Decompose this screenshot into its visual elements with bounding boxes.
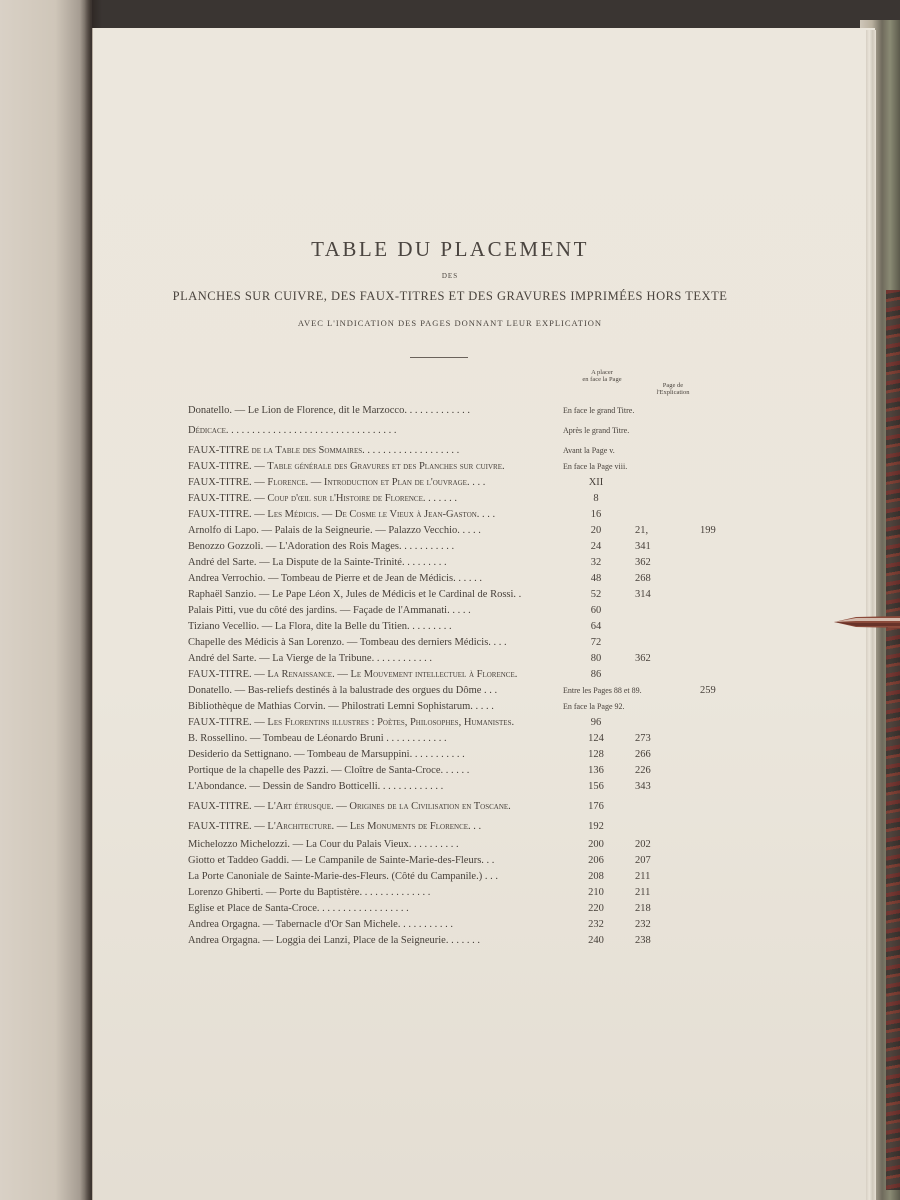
table-row <box>188 540 708 554</box>
table-row <box>188 684 716 698</box>
entry-title: FAUX-TITRE. — Florence. — Introduction et Plan de l'ouvrage. . . . <box>188 477 486 488</box>
placement-page: 208 <box>588 871 604 882</box>
entry-title: Bibliothèque de Mathias Corvin. — Philostrati Lemni Sophistarum. . . . . <box>188 701 494 712</box>
placement-page: 96 <box>590 717 602 728</box>
entry-title: FAUX-TITRE. — L'Architecture. — Les Monuments de Florence. . . <box>188 821 482 832</box>
title-divider <box>410 357 468 358</box>
placement-page: 232 <box>588 919 604 930</box>
table-row <box>188 492 708 506</box>
placement-page: 24 <box>590 541 602 552</box>
placement-page: Entre les Pages 88 et 89. <box>563 686 642 695</box>
table-row <box>188 780 708 794</box>
entry-title: Palais Pitti, vue du côté des jardins. — Façade de l'Ammanati. . . . . <box>188 605 471 616</box>
entry-title: Eglise et Place de Santa-Croce. . . . . . . . . . . . . . . . . . <box>188 903 409 914</box>
entry-title: Tiziano Vecellio. — La Flora, dite la Belle du Titien. . . . . . . . . <box>188 621 452 632</box>
explanation-page: 211 <box>635 887 651 898</box>
placement-page: En face la Page viii. <box>563 462 628 471</box>
explanation-page: 268 <box>635 573 651 584</box>
entry-title: André del Sarte. — La Dispute de la Sainte-Trinité. . . . . . . . . <box>188 557 447 568</box>
placement-page: 16 <box>590 509 602 520</box>
placement-page: En face le grand Titre. <box>563 406 635 415</box>
table-row <box>188 508 708 522</box>
explanation-page-extra: 199 <box>700 525 716 536</box>
column-header-explanation <box>643 382 703 396</box>
page-subline: AVEC L'INDICATION DES PAGES DONNANT LEUR EXPLICATION <box>297 318 603 328</box>
table-row <box>188 800 708 814</box>
placement-page: En face la Page 92. <box>563 702 625 711</box>
column-header-explanation-line1: Page de <box>662 382 684 389</box>
table-row <box>188 886 708 900</box>
explanation-page: 202 <box>635 839 651 850</box>
entry-title: Andrea Verrochio. — Tombeau de Pierre et de Jean de Médicis. . . . . . <box>188 573 482 584</box>
page-subtitle: PLANCHES SUR CUIVRE, DES FAUX-TITRES ET DES GRAVURES IMPRIMÉES HORS TEXTE <box>172 289 728 303</box>
entry-title: Donatello. — Le Lion de Florence, dit le Marzocco. . . . . . . . . . . . . <box>188 405 470 416</box>
table-row <box>188 524 716 538</box>
placement-page: 200 <box>588 839 604 850</box>
explanation-page: 362 <box>635 653 651 664</box>
placement-page: XII <box>588 477 604 488</box>
entry-title: La Porte Canoniale de Sainte-Marie-des-Fleurs. (Côté du Campanile.) . . . <box>188 871 498 882</box>
placement-page: 72 <box>590 637 602 648</box>
entry-title: André del Sarte. — La Vierge de la Tribune. . . . . . . . . . . . <box>188 653 432 664</box>
explanation-page: 211 <box>635 871 651 882</box>
title-connector: DES <box>441 272 459 280</box>
table-row <box>188 404 708 418</box>
placement-page: 48 <box>590 573 602 584</box>
entry-title: Arnolfo di Lapo. — Palais de la Seigneurie. — Palazzo Vecchio. . . . . <box>188 525 481 536</box>
placement-page: 86 <box>590 669 602 680</box>
table-row <box>188 838 708 852</box>
table-row <box>188 572 708 586</box>
entry-title: FAUX-TITRE. — Les Florentins illustres : Poètes, Philosophes, Humanistes. <box>188 717 515 728</box>
placement-page: 80 <box>590 653 602 664</box>
table-row <box>188 870 708 884</box>
placement-page: 8 <box>593 493 599 504</box>
entry-title: FAUX-TITRE. — L'Art étrusque. — Origines de la Civilisation en Toscane. <box>188 801 511 812</box>
table-row <box>188 636 708 650</box>
table-row <box>188 556 708 570</box>
column-header-placement <box>572 369 632 383</box>
entry-title: B. Rossellino. — Tombeau de Léonardo Bruni . . . . . . . . . . . . <box>188 733 447 744</box>
entry-title: Giotto et Taddeo Gaddi. — Le Campanile de Sainte-Marie-des-Fleurs. . . <box>188 855 495 866</box>
placement-page: 52 <box>590 589 602 600</box>
table-row <box>188 460 708 474</box>
entry-title: Raphaël Sanzio. — Le Pape Léon X, Jules de Médicis et le Cardinal de Rossi. . <box>188 589 522 600</box>
entry-title: Donatello. — Bas-reliefs destinés à la balustrade des orgues du Dôme . . . <box>188 685 498 696</box>
entry-title: Benozzo Gozzoli. — L'Adoration des Rois Mages. . . . . . . . . . . <box>188 541 455 552</box>
table-row <box>188 424 708 438</box>
explanation-page: 207 <box>635 855 651 866</box>
table-row <box>188 934 708 948</box>
placement-page: 20 <box>590 525 602 536</box>
table-row <box>188 444 708 458</box>
table-row <box>188 902 708 916</box>
explanation-page: 266 <box>635 749 651 760</box>
placement-page: 32 <box>590 557 602 568</box>
placement-page: Avant la Page v. <box>563 446 615 455</box>
entry-title: FAUX-TITRE. — Les Médicis. — De Cosme le Vieux à Jean-Gaston. . . . <box>188 509 496 520</box>
entry-title: L'Abondance. — Dessin de Sandro Botticelli. . . . . . . . . . . . . <box>188 781 444 792</box>
entry-title: FAUX-TITRE. — Coup d'œil sur l'Histoire de Florence. . . . . . . <box>188 493 457 504</box>
explanation-page: 218 <box>635 903 651 914</box>
entry-title: FAUX-TITRE. — Table générale des Gravures et des Planches sur cuivre. <box>188 461 505 472</box>
table-row <box>188 700 708 714</box>
table-row <box>188 748 708 762</box>
placement-page: 176 <box>588 801 604 812</box>
explanation-page: 362 <box>635 557 651 568</box>
explanation-page: 21, <box>635 525 649 536</box>
placement-page: 210 <box>588 887 604 898</box>
placement-page: Après le grand Titre. <box>563 426 630 435</box>
placement-page: 64 <box>590 621 602 632</box>
explanation-page: 314 <box>635 589 651 600</box>
table-row <box>188 918 708 932</box>
explanation-page-extra: 259 <box>700 685 716 696</box>
entry-title: Michelozzo Michelozzi. — La Cour du Palais Vieux. . . . . . . . . . <box>188 839 459 850</box>
column-header-placement-line1: A placer <box>591 369 613 376</box>
explanation-page: 232 <box>635 919 651 930</box>
explanation-page: 226 <box>635 765 651 776</box>
explanation-page: 273 <box>635 733 651 744</box>
entry-title: FAUX-TITRE de la Table des Sommaires. . . . . . . . . . . . . . . . . . . <box>188 445 460 456</box>
entry-title: Desiderio da Settignano. — Tombeau de Marsuppini. . . . . . . . . . . <box>188 749 465 760</box>
column-header-explanation-line2: l'Explication <box>656 389 690 396</box>
placement-page: 124 <box>588 733 604 744</box>
table-row <box>188 588 708 602</box>
explanation-page: 341 <box>635 541 651 552</box>
placement-page: 60 <box>590 605 602 616</box>
entry-title: Andrea Orgagna. — Loggia dei Lanzi, Place de la Seigneurie. . . . . . . <box>188 935 480 946</box>
page-title: TABLE DU PLACEMENT <box>311 237 589 261</box>
placement-page: 156 <box>588 781 604 792</box>
entry-title: Chapelle des Médicis à San Lorenzo. — Tombeau des derniers Médicis. . . . <box>188 637 507 648</box>
table-row <box>188 668 708 682</box>
entry-title: Lorenzo Ghiberti. — Porte du Baptistère. . . . . . . . . . . . . . <box>188 887 431 898</box>
table-row <box>188 716 708 730</box>
placement-page: 136 <box>588 765 604 776</box>
table-row <box>188 604 708 618</box>
table-row <box>188 764 708 778</box>
placement-page: 206 <box>588 855 604 866</box>
table-row <box>188 652 708 666</box>
explanation-page: 238 <box>635 935 651 946</box>
entry-title: Dédicace. . . . . . . . . . . . . . . . . . . . . . . . . . . . . . . . . <box>188 425 397 436</box>
placement-page: 220 <box>588 903 604 914</box>
placement-page: 240 <box>588 935 604 946</box>
explanation-page: 343 <box>635 781 651 792</box>
entry-title: FAUX-TITRE. — La Renaissance. — Le Mouvement intellectuel à Florence. <box>188 669 518 680</box>
table-row <box>188 620 708 634</box>
table-row <box>188 732 708 746</box>
placement-page: 128 <box>588 749 604 760</box>
column-header-placement-line2: en face la Page <box>582 376 622 383</box>
entry-title: Andrea Orgagna. — Tabernacle d'Or San Michele. . . . . . . . . . . <box>188 919 453 930</box>
placement-page: 192 <box>588 821 604 832</box>
table-row <box>188 820 708 834</box>
entry-title: Portique de la chapelle des Pazzi. — Cloître de Santa-Croce. . . . . . <box>188 765 470 776</box>
table-row <box>188 476 708 490</box>
table-row <box>188 854 708 868</box>
